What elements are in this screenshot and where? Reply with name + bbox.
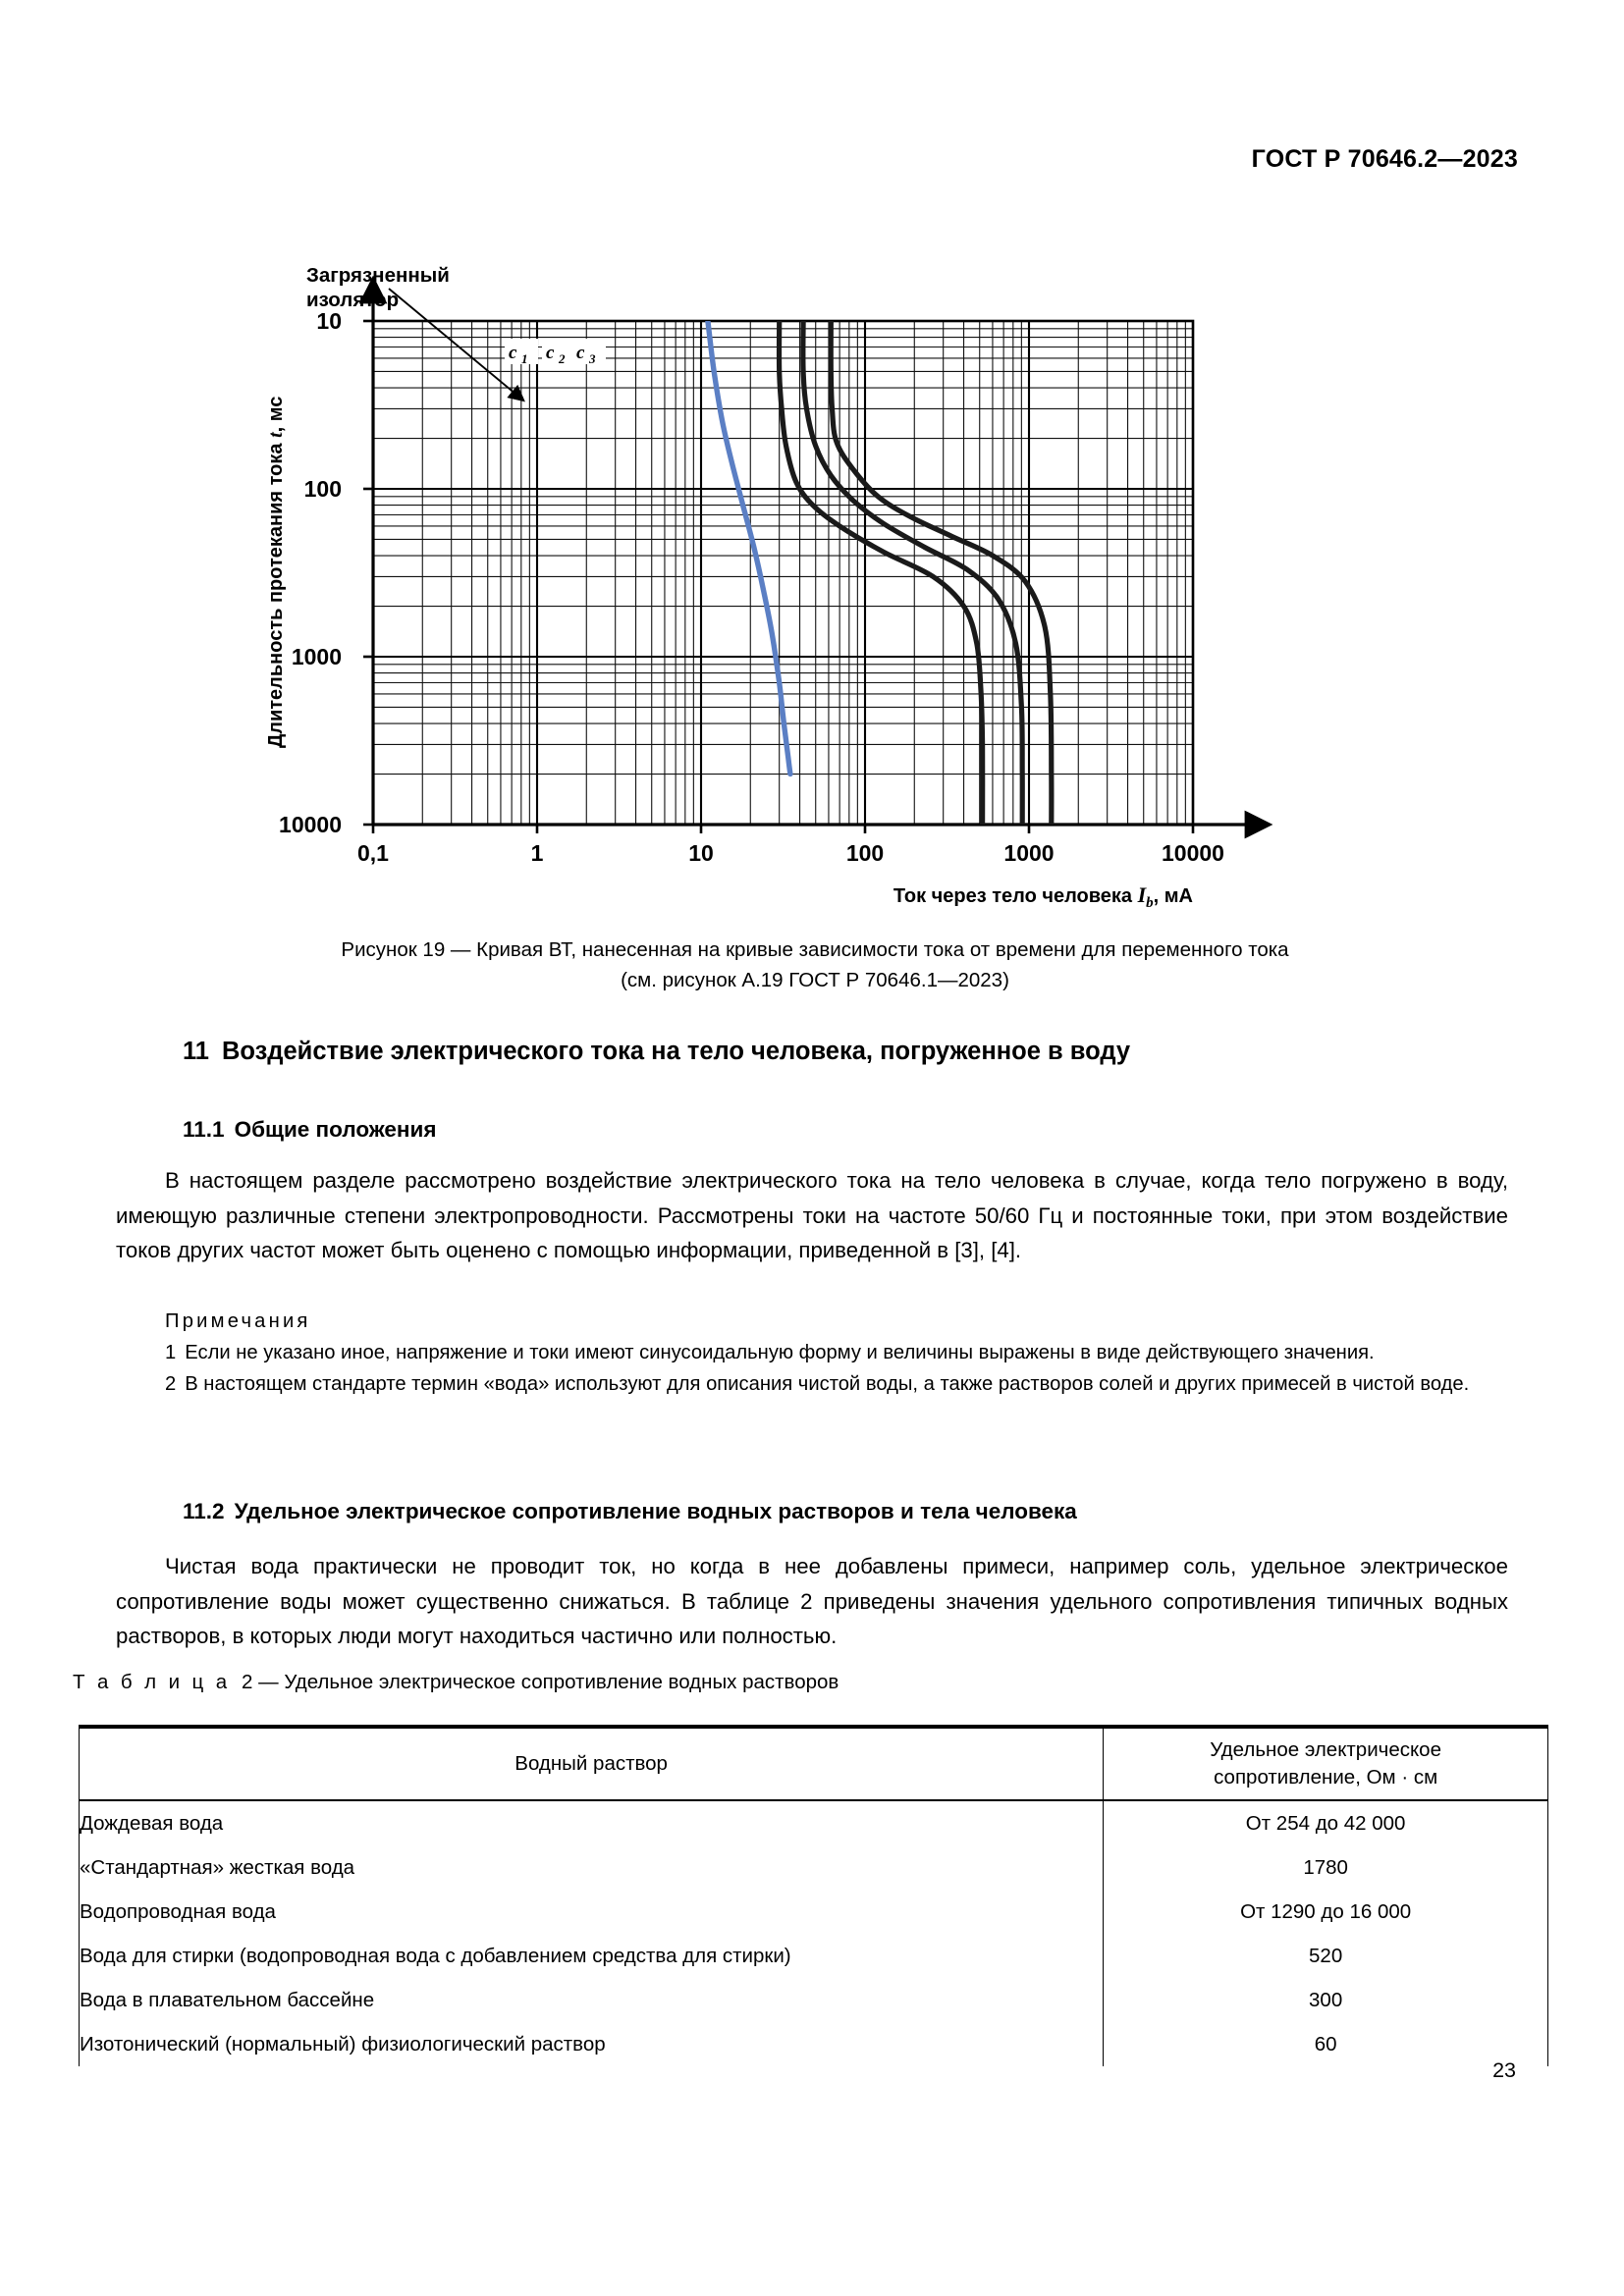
table-2-caption: [73, 1671, 839, 1694]
x-tick-label-1000: 1000: [1003, 840, 1055, 866]
table-cell-resistivity: 1780: [1104, 1845, 1548, 1890]
chart-y-axis-title: [265, 397, 287, 748]
chart-curve-c1: [780, 321, 983, 825]
chart-curve-label-c2: [542, 339, 575, 366]
figure-caption-line-2: (см. рисунок А.19 ГОСТ Р 70646.1—2023): [621, 969, 1009, 991]
table-cell-resistivity: 520: [1104, 1934, 1548, 1978]
figure-caption-line-1: Рисунок 19 — Кривая ВТ, нанесенная на кривые зависимости тока от времени для переменного тока: [341, 938, 1289, 961]
table-cell-resistivity: 300: [1104, 1978, 1548, 2022]
page-header-standard-id: ГОСТ Р 70646.2—2023: [1251, 145, 1518, 173]
table-caption-dash: —: [258, 1671, 279, 1693]
table-header-resistivity-line-2: сопротивление, Ом · см: [1214, 1766, 1438, 1789]
table-header-resistivity-line-1: Удельное электрическое: [1210, 1738, 1441, 1761]
y-tick-label-10: 10000: [279, 812, 342, 837]
chart-curve-c3: [831, 321, 1052, 825]
table-row: [80, 1800, 1548, 1845]
heading-section-11-2-title: Удельное электрическое сопротивление водных растворов и тела человека: [234, 1499, 1077, 1523]
table-header-resistivity: [1104, 1727, 1548, 1800]
table-cell-solution: Дождевая вода: [80, 1800, 1104, 1845]
notes-block: [116, 1306, 1508, 1400]
y-tick-label-1000: 100: [303, 476, 342, 502]
heading-section-11-2-number: 11.2: [183, 1499, 225, 1523]
chart-curve-label-c3: [572, 339, 606, 366]
notes-title: Примечания: [165, 1310, 311, 1332]
svg-text:c: c: [576, 343, 585, 363]
heading-section-11-number: 11: [183, 1038, 209, 1065]
table-cell-resistivity: 60: [1104, 2022, 1548, 2066]
note-text: Если не указано иное, напряжение и токи имеют синусоидальную форму и величины выражены в виде действующего значения.: [185, 1342, 1375, 1363]
table-caption-number: 2: [242, 1671, 253, 1693]
svg-text:Длительность протекания тока t: Длительность протекания тока t, мс: [265, 396, 287, 748]
table-cell-solution: Вода для стирки (водопроводная вода с добавлением средства для стирки): [80, 1934, 1104, 1978]
note-item: [116, 1368, 1508, 1400]
x-tick-label-1: 1: [530, 840, 544, 866]
current-time-chart: [0, 228, 1624, 915]
y-tick-label-100: 1000: [291, 644, 342, 669]
heading-section-11-1: [183, 1117, 436, 1143]
table-header-solution: Водный раствор: [80, 1727, 1104, 1800]
chart-curve-c2: [803, 321, 1022, 825]
note-text: В настоящем стандарте термин «вода» используют для описания чистой воды, а также растворов солей и других примесей в чистой воде.: [185, 1373, 1470, 1395]
table-cell-resistivity: От 1290 до 16 000: [1104, 1890, 1548, 1934]
table-cell-solution: «Стандартная» жесткая вода: [80, 1845, 1104, 1890]
svg-text:c: c: [509, 343, 517, 363]
chart-x-axis-title: Ток через тело человека $I_b$, мА: [893, 882, 1193, 911]
heading-section-11-1-number: 11.1: [183, 1117, 225, 1142]
x-tick-label-10000: 10000: [1162, 840, 1224, 866]
x-tick-label-100: 100: [845, 840, 885, 866]
svg-text:c: c: [546, 343, 555, 363]
page-number: 23: [1492, 2058, 1516, 2082]
heading-section-11-title: Воздействие электрического тока на тело человека, погруженное в воду: [221, 1038, 1131, 1065]
svg-text:1: 1: [521, 351, 528, 366]
table-2-water-resistivity: [79, 1725, 1548, 2066]
table-cell-solution: Водопроводная вода: [80, 1890, 1104, 1934]
annotation-line-2: изолятор: [306, 289, 400, 311]
svg-text:2: 2: [559, 351, 566, 366]
heading-section-11: [183, 1038, 1130, 1066]
heading-section-11-2: [183, 1499, 1077, 1524]
heading-section-11-1-title: Общие положения: [234, 1117, 437, 1142]
table-row: [80, 2022, 1548, 2066]
table-row: [80, 1934, 1548, 1978]
table-header-row: [80, 1727, 1548, 1800]
annotation-line-1: Загрязненный: [306, 264, 450, 287]
table-row: [80, 1845, 1548, 1890]
y-tick-label-10000: 10: [316, 308, 342, 334]
table-caption-word: Т а б л и ц а: [73, 1671, 231, 1693]
note-number: 2: [165, 1373, 177, 1395]
svg-text:3: 3: [589, 351, 596, 366]
table-row: [80, 1978, 1548, 2022]
table-cell-resistivity: От 254 до 42 000: [1104, 1800, 1548, 1845]
annotation-leader-arrow: [389, 289, 522, 400]
chart-curve-label-c1: [505, 339, 538, 366]
paragraph-11-2: Чистая вода практически не проводит ток, но когда в нее добавлены примеси, например соль, удельное электрическое сопротивление воды может существенно снижаться. В таблице 2 приведены значения удельного сопротивления типичных водных растворов, в которых люди могут находиться частично или полностью.: [116, 1554, 1508, 1648]
figure-caption: [157, 934, 1473, 995]
table-cell-solution: Вода в плавательном бассейне: [80, 1978, 1104, 2022]
note-item: [116, 1337, 1508, 1368]
figure-19: [0, 228, 1624, 915]
note-number: 1: [165, 1342, 177, 1363]
table-row: [80, 1890, 1548, 1934]
table-cell-solution: Изотонический (нормальный) физиологический раствор: [80, 2022, 1104, 2066]
x-tick-label-10: 10: [688, 840, 714, 866]
table-caption-title: Удельное электрическое сопротивление водных растворов: [284, 1671, 839, 1693]
x-tick-label-0-1: 0,1: [357, 840, 389, 866]
paragraph-11-1: В настоящем разделе рассмотрено воздействие электрического тока на тело человека в случае, когда тело погружено в воду, имеющую различные степени электропроводности. Рассмотрены токи на частоте 50/60 Гц и постоянные токи, при этом воздействие токов других частот может быть оценено с помощью информации, приведенной в [3], [4].: [116, 1168, 1508, 1262]
